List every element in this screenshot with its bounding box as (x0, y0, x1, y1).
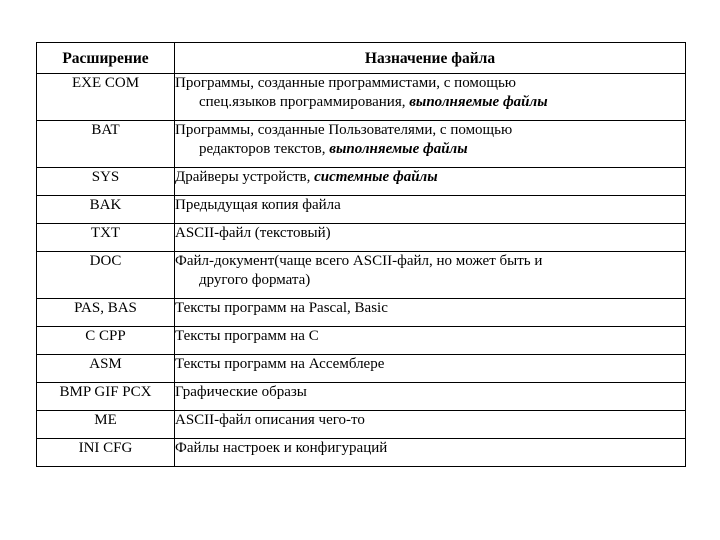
description-text: Драйверы устройств, (175, 169, 315, 185)
row-description: ASCII-файл описания чего-то (175, 411, 686, 439)
row-extension: ASM (37, 355, 175, 383)
table-row (37, 74, 686, 121)
table-row (37, 121, 686, 168)
description-emphasis: выполняемые файлы (329, 141, 468, 157)
table-header-row (37, 43, 686, 74)
description-text: редакторов текстов, (199, 141, 330, 157)
row-extension: C CPP (37, 327, 175, 355)
row-extension: INI CFG (37, 439, 175, 467)
description-line1: Файл-документ(чаще всего ASCII-файл, но может быть и (175, 253, 543, 269)
row-description (175, 168, 686, 196)
table-row (37, 355, 686, 383)
row-extension: ME (37, 411, 175, 439)
table-row (37, 299, 686, 327)
description-line2: другого формата) (199, 272, 311, 288)
table-row (37, 411, 686, 439)
row-extension: TXT (37, 224, 175, 252)
row-description: Предыдущая копия файла (175, 196, 686, 224)
row-description: Графические образы (175, 383, 686, 411)
description-text: спец.языков программирования, (199, 94, 410, 110)
row-description: Тексты программ на Ассемблере (175, 355, 686, 383)
row-description: Тексты программ на С (175, 327, 686, 355)
row-description (175, 74, 686, 121)
row-description: ASCII-файл (текстовый) (175, 224, 686, 252)
table-row (37, 168, 686, 196)
description-emphasis: системные файлы (314, 169, 438, 185)
file-extensions-table (36, 42, 686, 467)
table-row (37, 439, 686, 467)
row-extension: BMP GIF PCX (37, 383, 175, 411)
header-extension: Расширение (37, 43, 175, 74)
row-description: Тексты программ на Pascal, Basic (175, 299, 686, 327)
description-line2 (175, 140, 685, 159)
row-extension: SYS (37, 168, 175, 196)
table-row (37, 252, 686, 299)
row-description (175, 252, 686, 299)
row-extension: PAS, BAS (37, 299, 175, 327)
table-row (37, 327, 686, 355)
table-row (37, 196, 686, 224)
description-line1: Программы, созданные Пользователями, с помощью (175, 122, 513, 138)
header-purpose: Назначение файла (175, 43, 686, 74)
row-extension: BAT (37, 121, 175, 168)
description-emphasis: выполняемые файлы (409, 94, 548, 110)
row-description: Файлы настроек и конфигураций (175, 439, 686, 467)
row-extension: BAK (37, 196, 175, 224)
row-extension: EXE COM (37, 74, 175, 121)
table-row (37, 224, 686, 252)
table-row (37, 383, 686, 411)
description-line1: Программы, созданные программистами, с помощью (175, 75, 517, 91)
row-description (175, 121, 686, 168)
row-extension: DOC (37, 252, 175, 299)
description-line2 (175, 93, 685, 112)
